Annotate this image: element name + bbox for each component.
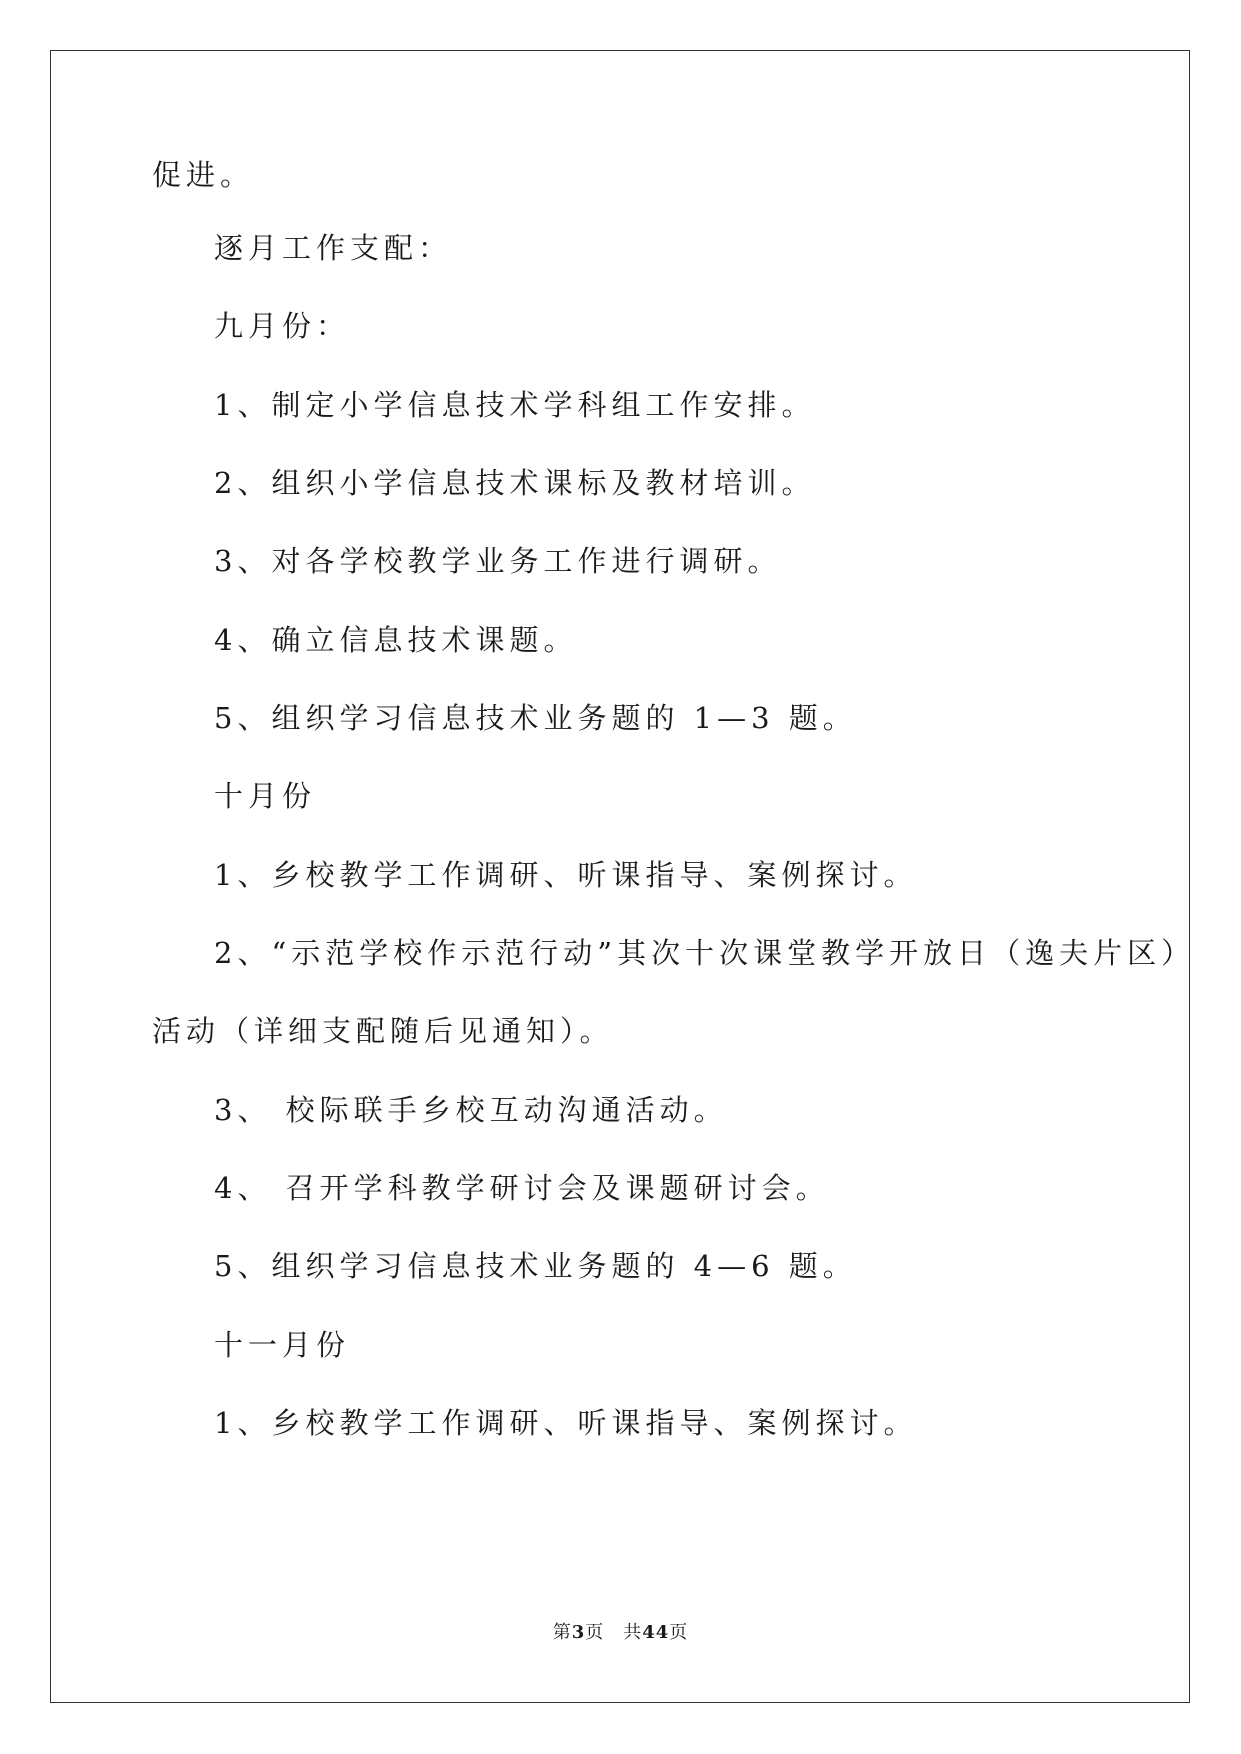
text-line-item: 4、 召开学科教学研讨会及课题研讨会。 bbox=[214, 1171, 830, 1205]
text-line-item: 4、确立信息技术课题。 bbox=[214, 623, 578, 657]
text-line-heading: 逐月工作支配： bbox=[214, 231, 453, 265]
text-line-item: 3、对各学校教学业务工作进行调研。 bbox=[214, 544, 782, 578]
text-line-month: 十一月份 bbox=[214, 1328, 351, 1362]
footer-total-pages: 44 bbox=[642, 1622, 670, 1643]
footer-middle: 页 共 bbox=[585, 1622, 643, 1643]
text-line-item: 1、乡校教学工作调研、听课指导、案例探讨。 bbox=[214, 1406, 918, 1440]
text-line-item: 2、“示范学校作示范行动”其次十次课堂教学开放日（逸夫片区） bbox=[214, 936, 1196, 970]
text-line-item: 2、组织小学信息技术课标及教材培训。 bbox=[214, 466, 816, 500]
footer-prefix: 第 bbox=[552, 1622, 572, 1643]
text-line-item: 5、组织学习信息技术业务题的 1—3 题。 bbox=[214, 701, 857, 735]
text-line-item: 1、乡校教学工作调研、听课指导、案例探讨。 bbox=[214, 858, 918, 892]
page-footer bbox=[0, 1621, 1241, 1645]
text-line-continuation: 促进。 bbox=[152, 158, 255, 192]
text-line-item: 5、组织学习信息技术业务题的 4—6 题。 bbox=[214, 1249, 857, 1283]
text-line-item: 1、制定小学信息技术学科组工作安排。 bbox=[214, 388, 816, 422]
text-line-month: 九月份： bbox=[214, 309, 351, 343]
footer-suffix: 页 bbox=[669, 1622, 689, 1643]
text-line-item: 3、 校际联手乡校互动沟通活动。 bbox=[214, 1093, 728, 1127]
text-line-continuation: 活动（详细支配随后见通知）。 bbox=[152, 1014, 614, 1048]
text-line-month: 十月份 bbox=[214, 779, 317, 813]
footer-current-page: 3 bbox=[571, 1622, 586, 1643]
